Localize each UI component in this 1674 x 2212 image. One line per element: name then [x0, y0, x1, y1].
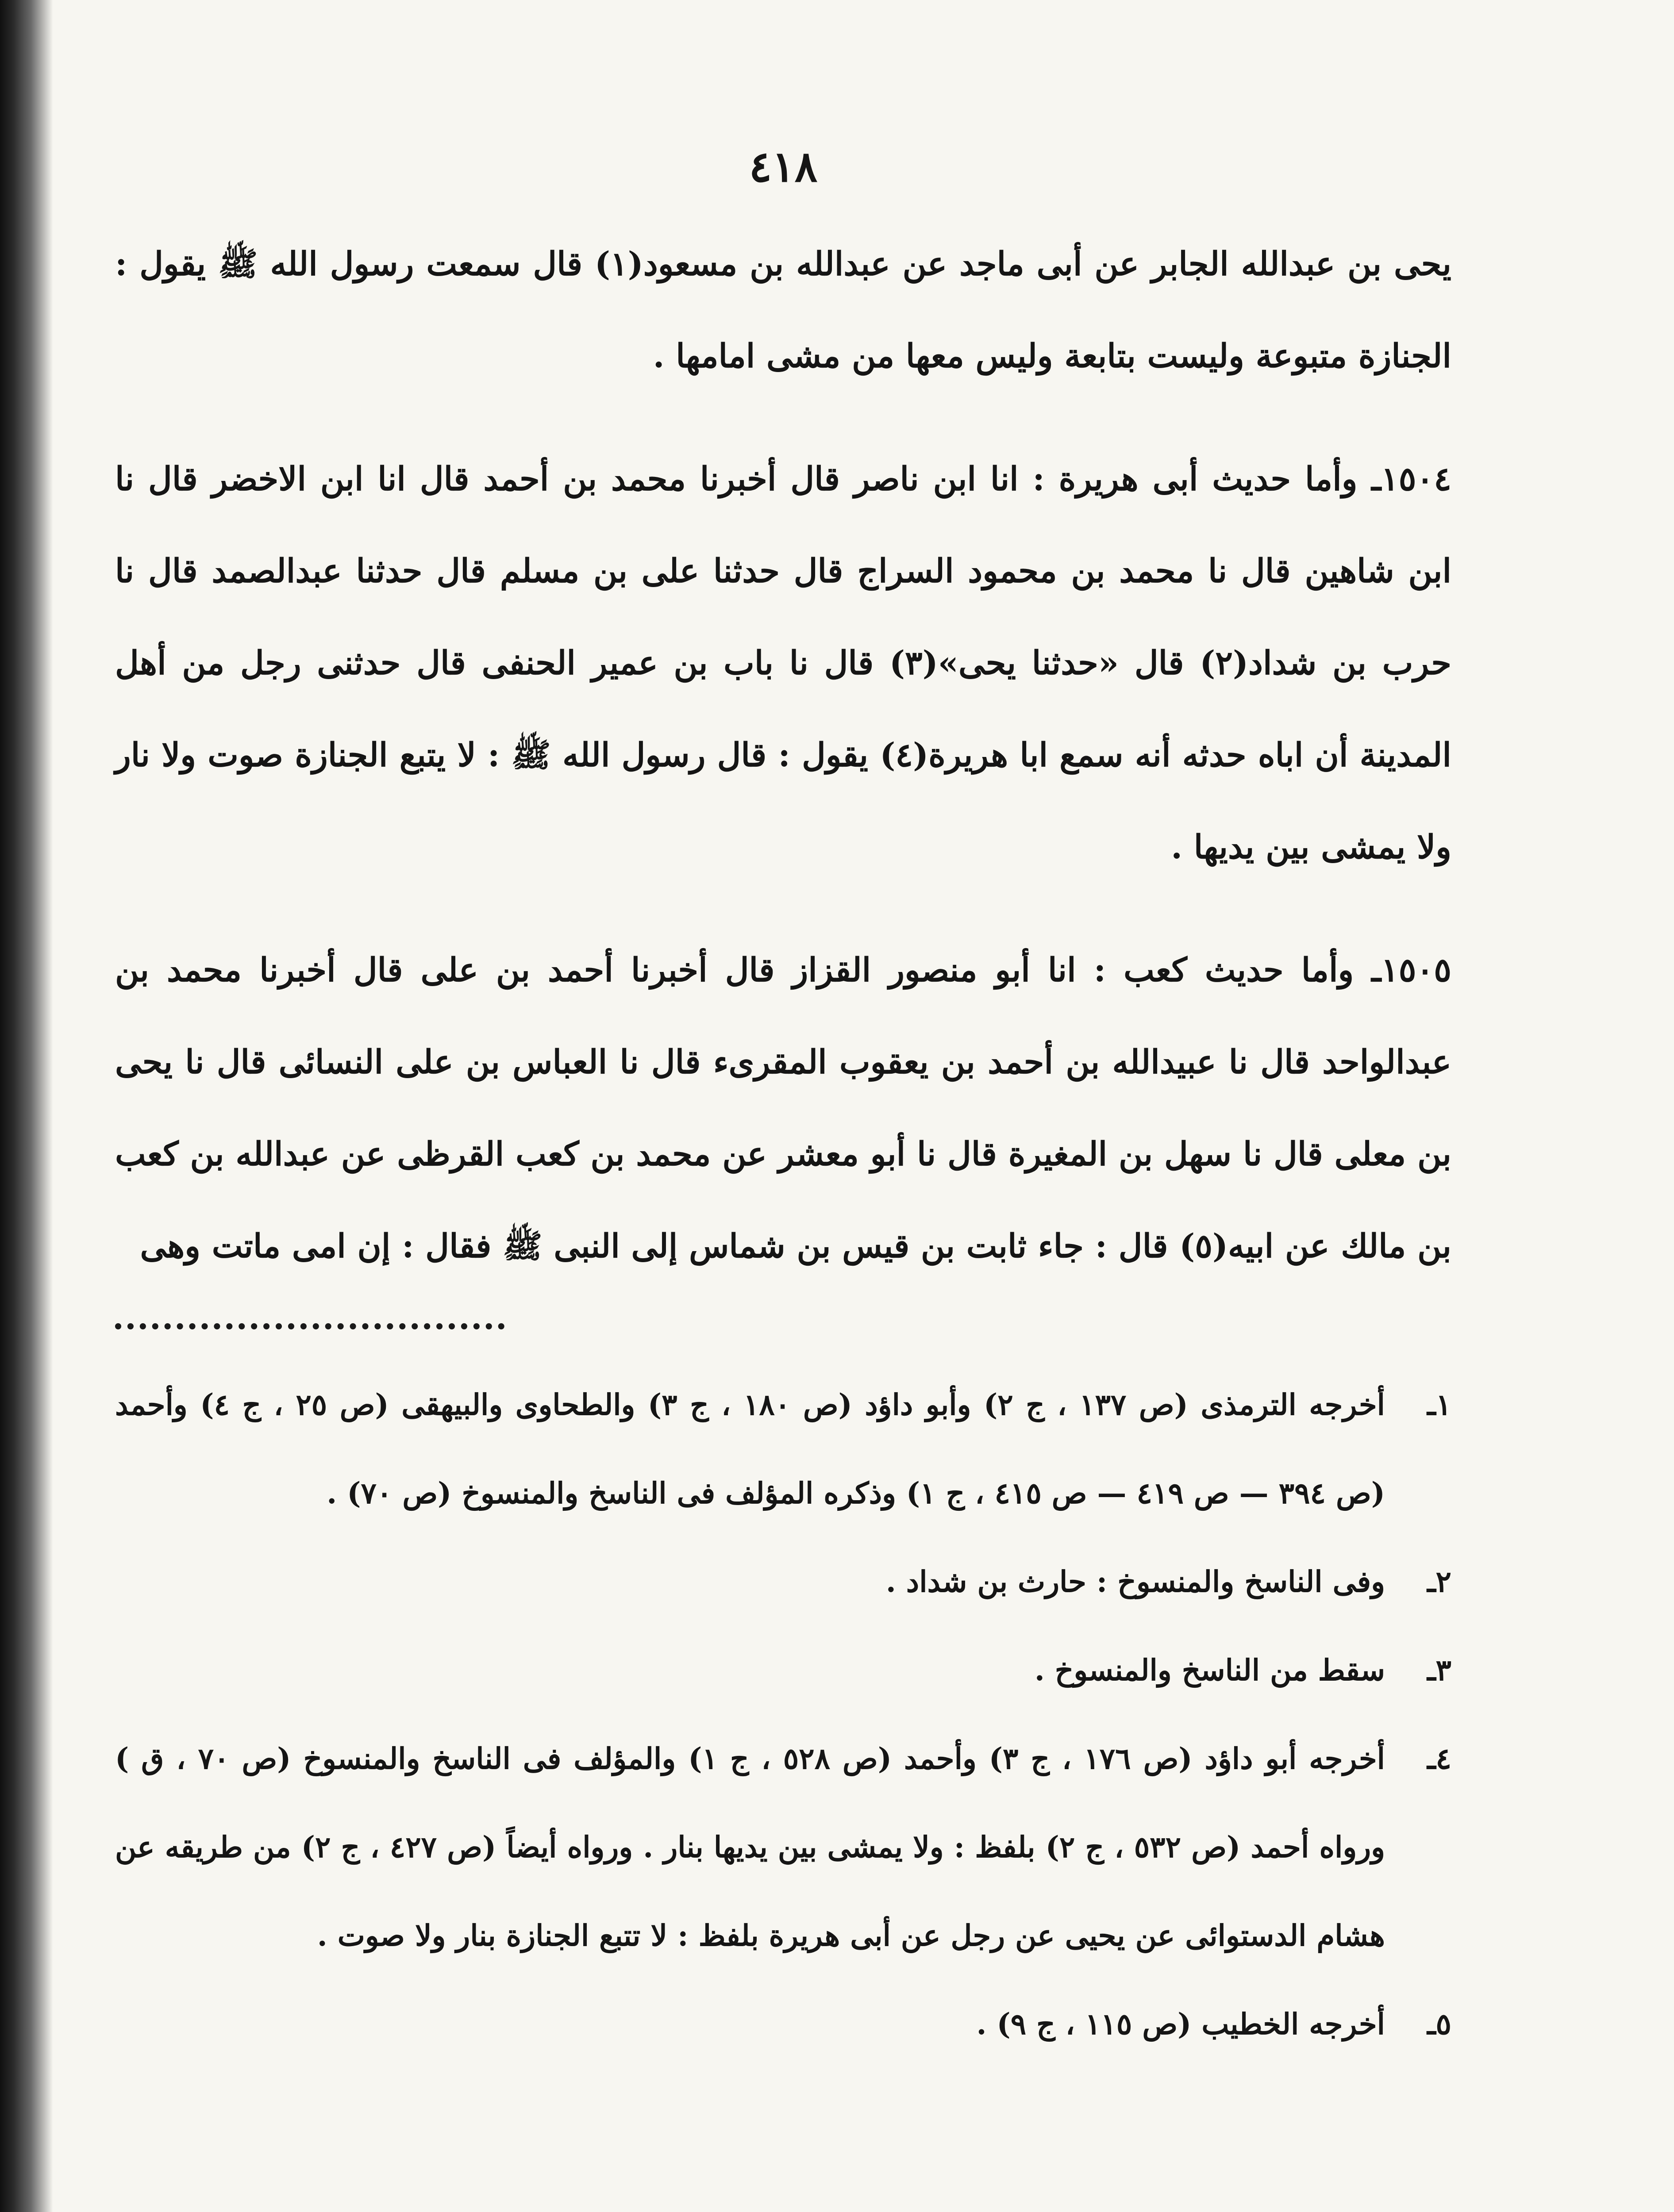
page-number: ٤١٨	[749, 142, 818, 192]
paragraph-1505: ١٥٠٥ـ وأما حديث كعب : انا أبو منصور القزاز قال أخبرنا أحمد بن على قال أخبرنا محمد بن عبدالواحد قال نا عبيدالله بن أحمد بن يعقوب المقرىء قال نا العباس بن على النسائى قال نا يحى بن معلى قال نا سهل بن المغيرة قال نا أبو معشر عن محمد بن كعب القرظى عن عبدالله بن كعب بن مالك عن ابيه(٥) قال : جاء ثابت بن قيس بن شماس إلى النبى ﷺ فقال : إن امى ماتت وهى	[115, 951, 1451, 1265]
paragraph-1504: ١٥٠٤ـ وأما حديث أبى هريرة : انا ابن ناصر قال أخبرنا محمد بن أحمد قال انا ابن الاخضر قال نا ابن شاهين قال نا محمد بن محمود السراج قال حدثنا على بن مسلم قال حدثنا عبدالصمد قال نا حرب بن شداد(٢) قال «حدثنا يحى»(٣) قال نا باب بن عمير الحنفى قال حدثنى رجل من أهل المدينة أن اباه حدثه أنه سمع ابا هريرة(٤) يقول : قال رسول الله ﷺ : لا يتبع الجنازة صوت ولا نار ولا يمشى بين يديها .	[115, 460, 1451, 866]
footnote-number: ١ـ	[1427, 1387, 1451, 1422]
footnote-text: سقط من الناسخ والمنسوخ .	[1034, 1653, 1385, 1687]
footnote-separator	[115, 1323, 504, 1329]
footnote-text: أخرجه الخطيب (ص ١١٥ ، ج ٩) .	[976, 2007, 1385, 2041]
paragraph-intro: يحى بن عبدالله الجابر عن أبى ماجد عن عبدالله بن مسعود(١) قال سمعت رسول الله ﷺ يقول : الجنازة متبوعة وليست بتابعة وليس معها من مشى امامها .	[115, 245, 1452, 375]
footnote-3	[115, 1626, 1451, 1714]
footnotes	[115, 1360, 1451, 2068]
footnote-text: أخرجه الترمذى (ص ١٣٧ ، ج ٢) وأبو داؤد (ص ١٨٠ ، ج ٣) والطحاوى والبيهقى (ص ٢٥ ، ج ٤) وأحمد (ص ٣٩٤ — ص ٤١٩ — ص ٤١٥ ، ج ١) وذكره المؤلف فى الناسخ والمنسوخ (ص ٧٠) .	[115, 1387, 1385, 1510]
footnote-text: أخرجه أبو داؤد (ص ١٧٦ ، ج ٣) وأحمد (ص ٥٢٨ ، ج ١) والمؤلف فى الناسخ والمنسوخ (ص ٧٠ ، ق ) ورواه أحمد (ص ٥٣٢ ، ج ٢) بلفظ : ولا يمشى بين يديها بنار . ورواه أيضاً (ص ٤٢٧ ، ج ٢) من طريقه عن هشام الدستوائى عن يحيى عن رجل عن أبى هريرة بلفظ : لا تتبع الجنازة بنار ولا صوت .	[115, 1741, 1385, 1953]
footnote-5	[115, 1980, 1451, 2068]
footnote-4	[115, 1714, 1451, 1980]
book-spine-shadow	[0, 0, 53, 2212]
footnote-2	[115, 1537, 1451, 1626]
footnote-text: وفى الناسخ والمنسوخ : حارث بن شداد .	[885, 1564, 1385, 1599]
footnote-number: ٣ـ	[1427, 1653, 1451, 1687]
footnote-1	[115, 1360, 1451, 1537]
book-page	[115, 142, 1451, 2068]
footnote-number: ٥ـ	[1427, 2007, 1451, 2041]
footnote-number: ٤ـ	[1427, 1741, 1451, 1776]
footnote-number: ٢ـ	[1427, 1564, 1451, 1599]
